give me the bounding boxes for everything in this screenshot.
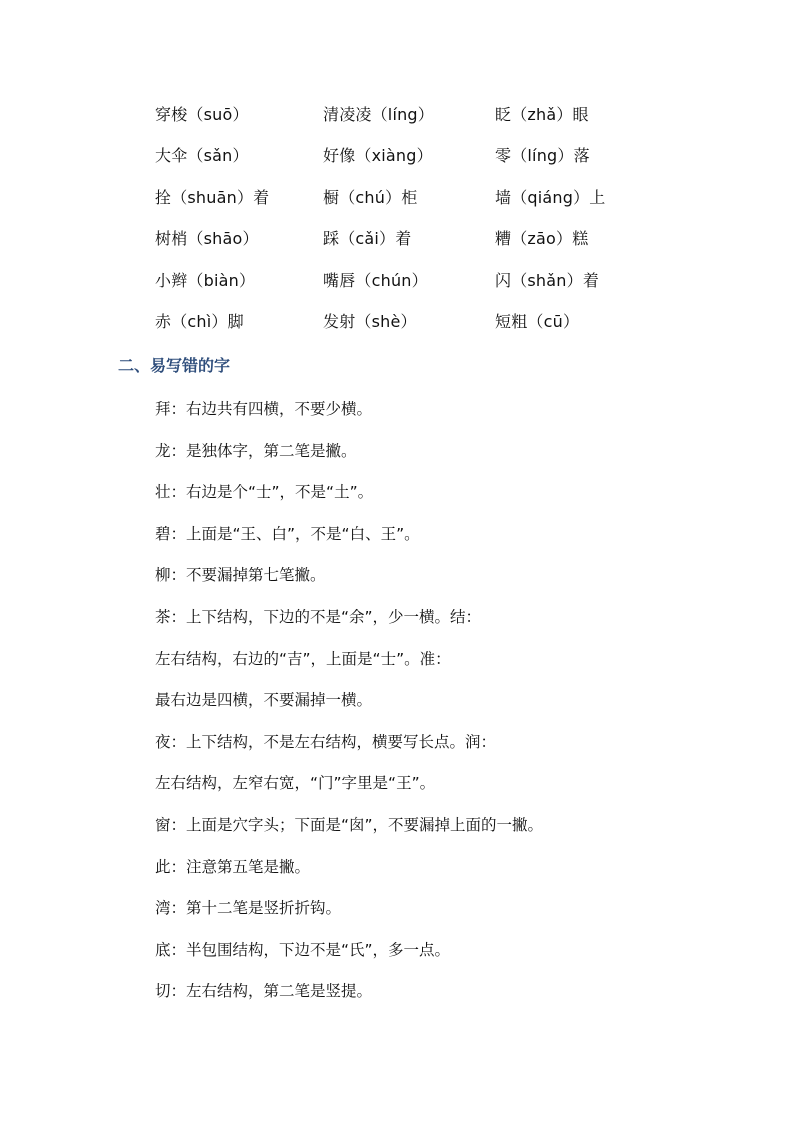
- pinyin-word: 零（líng）落: [495, 146, 590, 166]
- note-line: 最右边是四横，不要漏掉一横。: [155, 691, 373, 710]
- pinyin-word: 小辫（biàn）: [155, 270, 256, 290]
- pinyin-word: 好像（xiàng）: [323, 146, 433, 166]
- pinyin-row: [0, 302, 794, 343]
- pinyin-table: [0, 95, 794, 343]
- pinyin-row: [0, 178, 794, 219]
- pinyin-word: 发射（shè）: [323, 311, 417, 331]
- note-line: 夜：上下结构，不是左右结构，横要写长点。润：: [155, 732, 497, 751]
- pinyin-word: 赤（chì）脚: [155, 311, 244, 331]
- note-line: 壮：右边是个“士”，不是“土”。: [155, 483, 374, 502]
- pinyin-word: 闪（shǎn）着: [495, 270, 600, 290]
- pinyin-word: 短粗（cū）: [495, 311, 580, 331]
- pinyin-word: 墙（qiáng）上: [495, 187, 606, 207]
- note-line: 碧：上面是“王、白”，不是“白、王”。: [155, 524, 420, 543]
- pinyin-word: 穿梭（suō）: [155, 105, 249, 124]
- note-line: 湾：第十二笔是竖折折钩。: [155, 899, 342, 918]
- note-line: 窗：上面是穴字头；下面是“囱”，不要漏掉上面的一撇。: [155, 815, 544, 834]
- note-line: 切：左右结构，第二笔是竖提。: [155, 982, 373, 1001]
- pinyin-row: [0, 95, 794, 136]
- note-line: 底：半包围结构，下边不是“氏”，多一点。: [155, 940, 451, 959]
- note-line: 拜：右边共有四横，不要少横。: [155, 400, 373, 418]
- pinyin-word: 橱（chú）柜: [323, 187, 418, 207]
- pinyin-row: [0, 219, 794, 260]
- pinyin-word: 糟（zāo）糕: [495, 229, 589, 249]
- pinyin-word: 拴（shuān）着: [155, 187, 270, 207]
- pinyin-word: 嘴唇（chún）: [323, 270, 428, 290]
- note-line: 此：注意第五笔是撇。: [155, 857, 311, 876]
- error-notes-list: [155, 395, 755, 1019]
- pinyin-row: [0, 136, 794, 177]
- pinyin-word: 树梢（shāo）: [155, 229, 259, 249]
- note-line: 柳：不要漏掉第七笔撇。: [155, 566, 326, 585]
- note-line: 龙：是独体字，第二笔是撇。: [155, 441, 357, 460]
- pinyin-word: 清凌凌（líng）: [323, 105, 434, 124]
- section-heading: 二、易写错的字: [118, 356, 231, 375]
- pinyin-word: 大伞（sǎn）: [155, 146, 249, 166]
- note-line: 左右结构，左窄右宽，“门”字里是“王”。: [155, 774, 436, 793]
- pinyin-word: 踩（cǎi）着: [323, 229, 412, 249]
- pinyin-word: 眨（zhǎ）眼: [495, 105, 589, 124]
- pinyin-row: [0, 261, 794, 302]
- note-line: 茶：上下结构，下边的不是“余”，少一横。结：: [155, 607, 482, 626]
- note-line: 左右结构，右边的“吉”，上面是“士”。准：: [155, 649, 451, 668]
